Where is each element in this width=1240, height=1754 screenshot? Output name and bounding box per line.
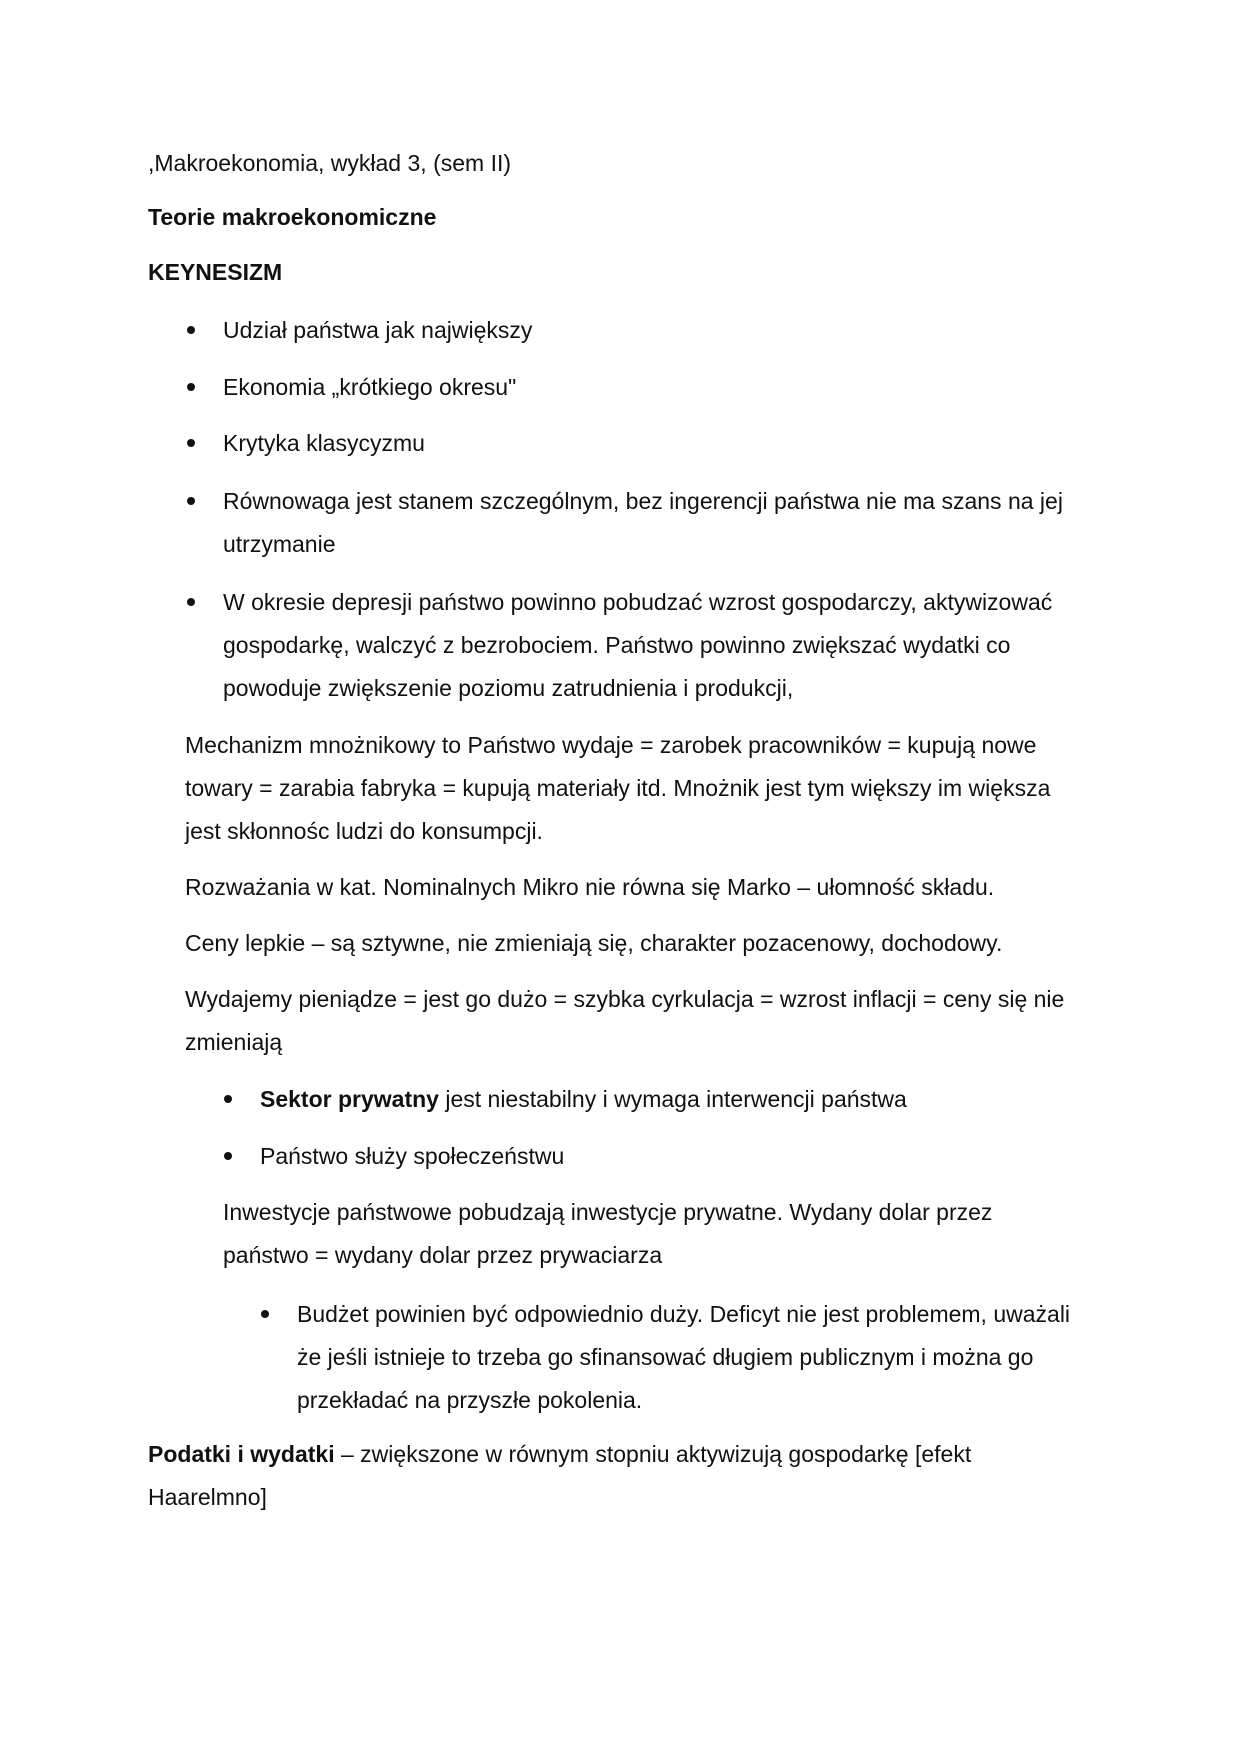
document-title: ,Makroekonomia, wykład 3, (sem II)	[148, 150, 512, 176]
paragraph-spending: Wydajemy pieniądze = jest go dużo = szybka cyrkulacja = wzrost inflacji = ceny się nie zmieniają	[185, 986, 1065, 1055]
section-heading: Teorie makroekonomiczne	[148, 204, 437, 230]
paragraph-taxes	[148, 1433, 1068, 1519]
paragraph-nominal: Rozważania w kat. Nominalnych Mikro nie równa się Marko – ułomność składu.	[185, 874, 995, 900]
list-item: Ekonomia „krótkiego okresu"	[223, 374, 517, 400]
subsection-heading: KEYNESIZM	[148, 259, 283, 285]
list-item-bold: Sektor prywatny	[260, 1086, 439, 1112]
bullet-icon	[187, 383, 195, 391]
bullet-icon	[261, 1310, 269, 1318]
bullet-icon	[224, 1152, 232, 1160]
list-item-text: jest niestabilny i wymaga interwencji państwa	[438, 1086, 907, 1112]
list-item: Równowaga jest stanem szczególnym, bez ingerencji państwa nie ma szans na jej utrzymanie	[223, 488, 1063, 557]
paragraph-multiplier: Mechanizm mnożnikowy to Państwo wydaje = zarobek pracowników = kupują nowe towary = zarabia fabryka = kupują materiały itd. Mnożnik jest tym większy im większa jest skłonnośc ludzi do konsumpcji.	[185, 732, 1051, 844]
paragraph-sticky-prices: Ceny lepkie – są sztywne, nie zmieniają się, charakter pozacenowy, dochodowy.	[185, 930, 1003, 956]
paragraph-taxes-bold: Podatki i wydatki	[148, 1441, 335, 1467]
bullet-icon	[187, 439, 195, 447]
bullet-icon	[187, 598, 195, 606]
list-item: Udział państwa jak największy	[223, 317, 533, 343]
list-item	[260, 1078, 1100, 1121]
list-item: Budżet powinien być odpowiednio duży. Deficyt nie jest problemem, uważali że jeśli istnieje to trzeba go sfinansować długiem publicznym i można go przekładać na przyszłe pokolenia.	[297, 1301, 1071, 1413]
list-item	[260, 1135, 1100, 1178]
bullet-icon	[224, 1095, 232, 1103]
list-item-text: Państwo służy społeczeństwu	[260, 1143, 565, 1169]
paragraph-taxes-text: – zwiększone w równym stopniu aktywizują gospodarkę [efekt Haarelmno]	[148, 1441, 972, 1510]
list-item: W okresie depresji państwo powinno pobudzać wzrost gospodarczy, aktywizować gospodarkę, walczyć z bezrobociem. Państwo powinno zwiększać wydatki co powoduje zwiększenie poziomu zatrudnienia i produkcji,	[223, 589, 1053, 701]
bullet-icon	[187, 497, 195, 505]
paragraph-investments: Inwestycje państwowe pobudzają inwestycje prywatne. Wydany dolar przez państwo = wydany dolar przez prywaciarza	[223, 1199, 993, 1268]
bullet-icon	[187, 326, 195, 334]
list-item: Krytyka klasycyzmu	[223, 430, 425, 456]
